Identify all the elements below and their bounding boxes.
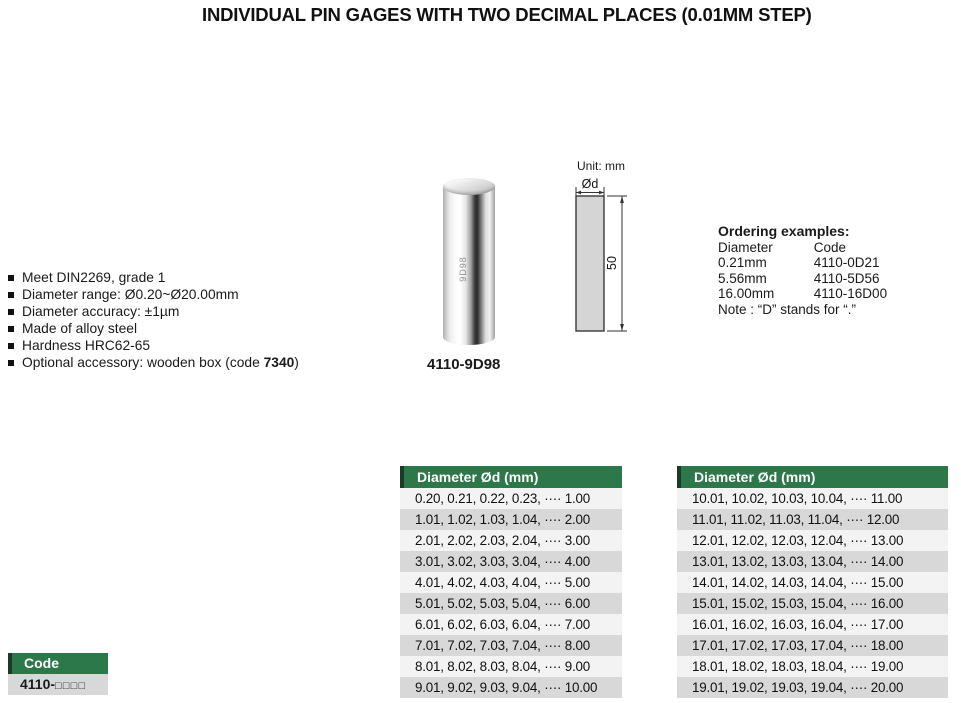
feature-item: Made of alloy steel bbox=[8, 320, 299, 337]
table-row: 9.01, 9.02, 9.03, 9.04, ···· 10.00 bbox=[400, 677, 622, 698]
ordering-code: 4110-5D56 bbox=[813, 270, 880, 286]
pin-gage-photo bbox=[443, 178, 495, 345]
table-row: 7.01, 7.02, 7.03, 7.04, ···· 8.00 bbox=[400, 635, 622, 656]
table-row: 12.01, 12.02, 12.03, 12.04, ···· 13.00 bbox=[677, 530, 948, 551]
table-row: 6.01, 6.02, 6.03, 6.04, ···· 7.00 bbox=[400, 614, 622, 635]
ordering-row bbox=[718, 255, 887, 271]
square-bullet-icon bbox=[8, 326, 14, 332]
square-bullet-icon bbox=[8, 309, 14, 315]
ordering-diameter: 16.00mm bbox=[718, 286, 775, 301]
ordering-title: Ordering examples: bbox=[718, 223, 850, 239]
table-row: 2.01, 2.02, 2.03, 2.04, ···· 3.00 bbox=[400, 530, 622, 551]
code-box-header: Code bbox=[8, 653, 108, 674]
table-row: 1.01, 1.02, 1.03, 1.04, ···· 2.00 bbox=[400, 509, 622, 530]
table-row: 10.01, 10.02, 10.03, 10.04, ···· 11.00 bbox=[677, 488, 948, 509]
code-placeholder-squares: □□□□ bbox=[55, 680, 87, 692]
ordering-examples bbox=[718, 224, 887, 317]
table-row: 8.01, 8.02, 8.03, 8.04, ···· 9.00 bbox=[400, 656, 622, 677]
ordering-col1-header: Diameter bbox=[718, 239, 773, 255]
table-row: 4.01, 4.02, 4.03, 4.04, ···· 5.00 bbox=[400, 572, 622, 593]
table-row: 16.01, 16.02, 16.03, 16.04, ···· 17.00 bbox=[677, 614, 948, 635]
square-bullet-icon bbox=[8, 360, 14, 366]
table-header: Diameter Ød (mm) bbox=[400, 466, 622, 488]
ordering-header-row bbox=[718, 240, 887, 256]
feature-item: Meet DIN2269, grade 1 bbox=[8, 269, 299, 286]
table-header: Diameter Ød (mm) bbox=[677, 466, 948, 488]
table-row: 0.20, 0.21, 0.22, 0.23, ···· 1.00 bbox=[400, 488, 622, 509]
product-code-label: 4110-9D98 bbox=[427, 356, 501, 373]
feature-item: Optional accessory: wooden box (code 7340) bbox=[8, 354, 299, 371]
feature-item: Diameter range: Ø0.20~Ø20.00mm bbox=[8, 286, 299, 303]
table-row: 11.01, 11.02, 11.03, 11.04, ···· 12.00 bbox=[677, 509, 948, 530]
ordering-note: Note : “D” stands for “.” bbox=[718, 301, 857, 317]
dimension-drawing bbox=[565, 173, 635, 338]
table-row: 19.01, 19.02, 19.03, 19.04, ···· 20.00 bbox=[677, 677, 948, 698]
diameter-dim-label: Ød bbox=[581, 177, 599, 191]
page-title: INDIVIDUAL PIN GAGES WITH TWO DECIMAL PLACES (0.01MM STEP) bbox=[202, 4, 812, 25]
square-bullet-icon bbox=[8, 292, 14, 298]
diameter-table-right bbox=[677, 466, 948, 698]
code-box bbox=[8, 653, 108, 695]
pin-outline-rect bbox=[576, 196, 604, 331]
ordering-code: 4110-16D00 bbox=[813, 286, 888, 301]
table-row: 3.01, 3.02, 3.03, 3.04, ···· 4.00 bbox=[400, 551, 622, 572]
table-row: 18.01, 18.02, 18.03, 18.04, ···· 19.00 bbox=[677, 656, 948, 677]
feature-list bbox=[8, 269, 299, 371]
pin-etched-marking: 9D98 bbox=[458, 256, 468, 282]
ordering-row bbox=[718, 286, 887, 302]
table-row: 13.01, 13.02, 13.03, 13.04, ···· 14.00 bbox=[677, 551, 948, 572]
pin-body bbox=[443, 186, 495, 345]
table-row: 5.01, 5.02, 5.03, 5.04, ···· 6.00 bbox=[400, 593, 622, 614]
ordering-diameter: 5.56mm bbox=[718, 270, 767, 286]
ordering-col2-header: Code bbox=[813, 239, 847, 255]
ordering-row bbox=[718, 271, 887, 287]
table-rows bbox=[677, 488, 948, 698]
length-dim-label: 50 bbox=[605, 256, 619, 270]
ordering-rows bbox=[718, 255, 887, 302]
feature-item: Hardness HRC62-65 bbox=[8, 337, 299, 354]
table-row: 17.01, 17.02, 17.03, 17.04, ···· 18.00 bbox=[677, 635, 948, 656]
ordering-code: 4110-0D21 bbox=[813, 255, 880, 270]
table-row: 15.01, 15.02, 15.03, 15.04, ···· 16.00 bbox=[677, 593, 948, 614]
square-bullet-icon bbox=[8, 275, 14, 281]
code-prefix: 4110- bbox=[20, 676, 56, 692]
unit-label: Unit: mm bbox=[577, 159, 625, 173]
table-rows bbox=[400, 488, 622, 698]
diameter-table-left bbox=[400, 466, 622, 698]
table-row: 14.01, 14.02, 14.03, 14.04, ···· 15.00 bbox=[677, 572, 948, 593]
feature-item: Diameter accuracy: ±1µm bbox=[8, 303, 299, 320]
pin-top-face bbox=[443, 178, 495, 195]
square-bullet-icon bbox=[8, 343, 14, 349]
ordering-diameter: 0.21mm bbox=[718, 255, 767, 270]
code-box-value bbox=[8, 674, 108, 695]
